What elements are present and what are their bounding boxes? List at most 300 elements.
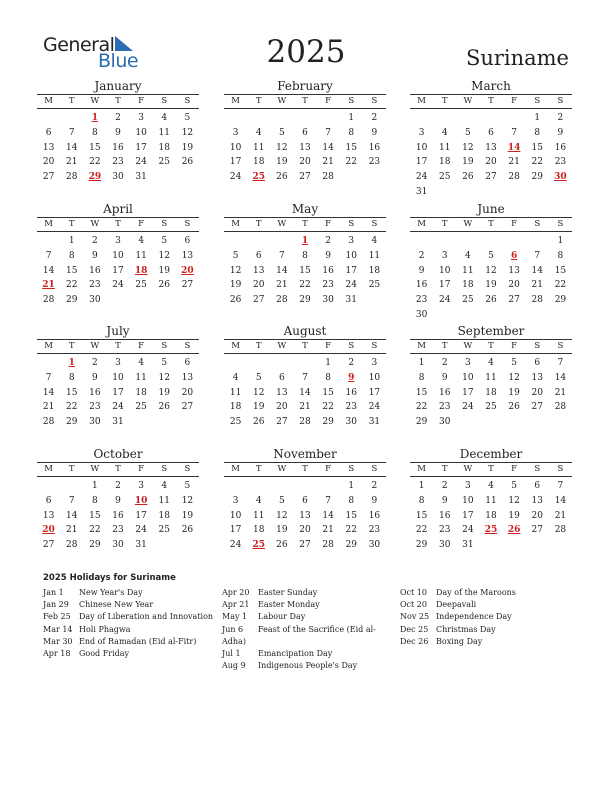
holiday-name: Feast of the Sacrifice (Eid al- bbox=[258, 624, 376, 634]
holiday-row bbox=[222, 636, 376, 648]
weekday-label: W bbox=[277, 219, 287, 229]
day-cell: 6 bbox=[278, 372, 285, 383]
weekday-label: S bbox=[557, 96, 564, 106]
day-cell: 9 bbox=[91, 250, 98, 261]
day-cell: 12 bbox=[158, 372, 170, 383]
day-cell: 12 bbox=[252, 387, 265, 398]
day-cell: 17 bbox=[135, 142, 147, 153]
weekday-label: S bbox=[184, 219, 191, 229]
day-cell: 24 bbox=[229, 172, 242, 183]
day-cell: 30 bbox=[438, 540, 451, 551]
day-empty bbox=[479, 234, 502, 249]
day-cell: 20 bbox=[299, 157, 311, 168]
day-cell: 15 bbox=[531, 142, 543, 153]
day-cell: 2 bbox=[418, 250, 425, 261]
month-grid bbox=[37, 462, 199, 553]
day-cell: 11 bbox=[135, 250, 147, 261]
weekday-label: T bbox=[441, 219, 448, 229]
holiday-day-cell: 20 bbox=[42, 525, 55, 536]
day-cell: 29 bbox=[299, 295, 311, 306]
day-empty bbox=[37, 479, 60, 494]
day-cell: 9 bbox=[115, 127, 121, 138]
month-grid bbox=[224, 339, 386, 430]
holiday-day-cell: 9 bbox=[348, 372, 355, 383]
day-cell: 17 bbox=[462, 510, 474, 521]
weekday-label: S bbox=[348, 341, 355, 351]
holiday-row bbox=[43, 587, 213, 599]
day-cell: 30 bbox=[112, 540, 124, 551]
weekday-label: F bbox=[511, 96, 518, 106]
month-0 bbox=[37, 79, 199, 185]
day-cell: 24 bbox=[462, 525, 474, 536]
month-8 bbox=[410, 324, 572, 430]
weekday-label: T bbox=[488, 464, 494, 474]
month-name: May bbox=[291, 202, 319, 216]
day-cell: 2 bbox=[557, 113, 564, 123]
day-empty bbox=[479, 111, 502, 126]
day-cell: 26 bbox=[276, 540, 288, 551]
month-7 bbox=[224, 324, 386, 430]
day-cell: 21 bbox=[508, 157, 520, 168]
day-cell: 27 bbox=[42, 540, 55, 551]
holiday-name: Labour Day bbox=[258, 612, 306, 622]
day-cell: 25 bbox=[462, 295, 474, 306]
month-name: June bbox=[477, 202, 505, 216]
day-cell: 23 bbox=[345, 402, 357, 413]
month-grid bbox=[410, 462, 572, 553]
day-cell: 25 bbox=[485, 402, 497, 413]
day-cell: 26 bbox=[508, 402, 520, 413]
day-cell: 1 bbox=[91, 481, 98, 491]
day-cell: 31 bbox=[135, 172, 147, 183]
day-cell: 21 bbox=[554, 510, 567, 521]
day-cell: 2 bbox=[115, 113, 121, 123]
holiday-date: Jan 1 bbox=[43, 588, 64, 597]
day-cell: 12 bbox=[508, 372, 520, 383]
month-grid bbox=[224, 462, 386, 553]
day-cell: 9 bbox=[91, 372, 98, 383]
day-cell: 9 bbox=[441, 372, 448, 383]
day-cell: 5 bbox=[278, 127, 285, 138]
day-cell: 16 bbox=[415, 280, 428, 291]
day-cell: 7 bbox=[325, 127, 331, 138]
weekday-label: S bbox=[557, 219, 564, 229]
weekday-label: W bbox=[90, 219, 100, 229]
day-grid bbox=[224, 354, 386, 430]
weekday-label: M bbox=[44, 219, 53, 229]
holiday-day-cell: 6 bbox=[511, 250, 518, 261]
day-cell: 1 bbox=[325, 358, 331, 368]
day-cell: 17 bbox=[229, 525, 242, 536]
day-cell: 17 bbox=[438, 280, 451, 291]
day-cell: 11 bbox=[438, 142, 451, 153]
day-cell: 6 bbox=[302, 127, 308, 138]
day-cell: 3 bbox=[232, 495, 239, 506]
weekday-label: S bbox=[534, 219, 541, 229]
day-cell: 8 bbox=[68, 372, 75, 383]
day-cell: 18 bbox=[158, 142, 170, 153]
day-cell: 18 bbox=[485, 510, 497, 521]
weekday-header bbox=[224, 463, 386, 477]
page-title-country: Suriname bbox=[465, 46, 569, 70]
day-cell: 18 bbox=[252, 157, 265, 168]
day-cell: 12 bbox=[181, 495, 194, 506]
holiday-day-cell: 25 bbox=[252, 540, 265, 551]
day-cell: 27 bbox=[531, 402, 543, 413]
weekday-label: M bbox=[44, 96, 53, 106]
logo-text-general: General bbox=[43, 34, 115, 56]
day-cell: 18 bbox=[158, 510, 170, 521]
weekday-label: M bbox=[231, 341, 240, 351]
weekday-label: S bbox=[348, 219, 355, 229]
day-cell: 20 bbox=[531, 387, 543, 398]
weekday-label: W bbox=[463, 464, 473, 474]
day-cell: 14 bbox=[42, 387, 55, 398]
day-cell: 24 bbox=[229, 540, 242, 551]
day-cell: 24 bbox=[135, 157, 147, 168]
day-cell: 26 bbox=[181, 525, 194, 536]
month-2 bbox=[410, 79, 572, 200]
day-cell: 3 bbox=[348, 236, 355, 246]
day-cell: 10 bbox=[112, 372, 124, 383]
day-cell: 8 bbox=[557, 250, 564, 261]
weekday-header bbox=[37, 218, 199, 232]
month-10 bbox=[224, 447, 386, 553]
day-cell: 7 bbox=[557, 358, 564, 368]
day-cell: 7 bbox=[45, 250, 52, 261]
holiday-name: Emancipation Day bbox=[258, 649, 333, 659]
weekday-label: M bbox=[417, 341, 426, 351]
day-cell: 21 bbox=[531, 280, 543, 291]
day-empty bbox=[410, 111, 433, 126]
day-grid bbox=[410, 354, 572, 430]
day-cell: 5 bbox=[464, 127, 471, 138]
weekday-header bbox=[37, 463, 199, 477]
weekday-label: F bbox=[511, 464, 518, 474]
weekday-label: S bbox=[184, 341, 191, 351]
day-cell: 23 bbox=[554, 157, 567, 168]
day-cell: 22 bbox=[89, 525, 101, 536]
holiday-date: Feb 25 bbox=[43, 612, 71, 622]
day-cell: 4 bbox=[138, 358, 144, 368]
weekday-label: M bbox=[417, 464, 426, 474]
holiday-name: Easter Monday bbox=[258, 600, 320, 610]
day-cell: 5 bbox=[184, 113, 191, 123]
day-cell: 13 bbox=[181, 250, 194, 261]
day-cell: 19 bbox=[158, 265, 170, 276]
day-cell: 10 bbox=[462, 495, 474, 506]
month-name: November bbox=[273, 447, 337, 461]
day-cell: 16 bbox=[89, 265, 101, 276]
holiday-date: May 1 bbox=[222, 612, 248, 622]
day-cell: 31 bbox=[112, 417, 124, 428]
weekday-label: S bbox=[534, 341, 541, 351]
holiday-name: Easter Sunday bbox=[258, 588, 318, 597]
weekday-label: T bbox=[115, 96, 121, 106]
day-cell: 27 bbox=[181, 280, 194, 291]
day-cell: 8 bbox=[418, 495, 425, 506]
day-cell: 19 bbox=[276, 157, 288, 168]
holiday-day-cell: 21 bbox=[42, 280, 55, 291]
day-cell: 10 bbox=[368, 372, 381, 383]
day-cell: 28 bbox=[276, 295, 288, 306]
holiday-name: Deepavali bbox=[436, 600, 477, 610]
month-name: October bbox=[93, 447, 143, 461]
day-cell: 20 bbox=[531, 510, 543, 521]
day-cell: 19 bbox=[252, 402, 265, 413]
day-cell: 18 bbox=[368, 265, 381, 276]
day-grid bbox=[224, 477, 386, 553]
day-cell: 22 bbox=[65, 402, 78, 413]
day-cell: 6 bbox=[255, 250, 262, 261]
day-cell: 4 bbox=[161, 113, 168, 123]
day-cell: 20 bbox=[299, 525, 311, 536]
day-grid bbox=[410, 232, 572, 323]
day-cell: 12 bbox=[485, 265, 497, 276]
weekday-label: T bbox=[255, 96, 262, 106]
day-cell: 5 bbox=[255, 372, 262, 383]
holiday-column bbox=[222, 587, 376, 672]
day-cell: 11 bbox=[158, 495, 170, 506]
weekday-label: T bbox=[115, 464, 121, 474]
holiday-column bbox=[43, 587, 213, 660]
day-cell: 30 bbox=[438, 417, 451, 428]
holiday-row bbox=[43, 624, 213, 636]
day-cell: 3 bbox=[138, 481, 144, 491]
day-grid bbox=[37, 354, 199, 430]
holiday-date: Aug 9 bbox=[222, 661, 246, 671]
day-cell: 12 bbox=[508, 495, 520, 506]
day-cell: 21 bbox=[322, 525, 334, 536]
day-cell: 3 bbox=[464, 358, 471, 368]
weekday-label: W bbox=[90, 464, 100, 474]
day-cell: 11 bbox=[485, 372, 497, 383]
weekday-label: T bbox=[488, 341, 494, 351]
weekday-header bbox=[410, 95, 572, 109]
day-cell: 17 bbox=[135, 510, 147, 521]
holidays-title: 2025 Holidays for Suriname bbox=[43, 573, 176, 583]
weekday-label: W bbox=[90, 96, 100, 106]
weekday-header bbox=[410, 340, 572, 354]
day-empty bbox=[270, 479, 293, 494]
holiday-name: Good Friday bbox=[79, 649, 130, 659]
day-cell: 8 bbox=[91, 127, 98, 138]
day-cell: 7 bbox=[68, 495, 75, 506]
weekday-label: S bbox=[534, 464, 541, 474]
day-cell: 19 bbox=[276, 525, 288, 536]
day-cell: 27 bbox=[508, 295, 520, 306]
day-empty bbox=[247, 234, 270, 249]
weekday-label: S bbox=[161, 341, 168, 351]
weekday-label: S bbox=[557, 341, 564, 351]
holiday-name: Boxing Day bbox=[436, 636, 483, 646]
holiday-row bbox=[43, 599, 213, 611]
month-9 bbox=[37, 447, 199, 553]
day-cell: 22 bbox=[415, 525, 428, 536]
day-empty bbox=[526, 234, 549, 249]
day-cell: 14 bbox=[276, 265, 288, 276]
weekday-label: W bbox=[463, 219, 473, 229]
day-cell: 27 bbox=[485, 172, 497, 183]
weekday-label: T bbox=[115, 219, 121, 229]
day-cell: 6 bbox=[534, 481, 541, 491]
month-1 bbox=[224, 79, 386, 185]
day-cell: 26 bbox=[158, 280, 170, 291]
day-cell: 23 bbox=[368, 157, 381, 168]
day-cell: 4 bbox=[255, 127, 262, 138]
day-cell: 11 bbox=[252, 142, 265, 153]
logo-text-blue: Blue bbox=[98, 50, 139, 72]
day-cell: 15 bbox=[89, 142, 101, 153]
day-cell: 25 bbox=[229, 417, 242, 428]
day-cell: 3 bbox=[441, 250, 448, 261]
day-cell: 14 bbox=[322, 142, 334, 153]
day-cell: 2 bbox=[325, 236, 331, 246]
day-cell: 5 bbox=[488, 250, 494, 261]
day-cell: 5 bbox=[511, 358, 517, 368]
month-6 bbox=[37, 324, 199, 430]
day-cell: 13 bbox=[531, 495, 543, 506]
day-empty bbox=[456, 234, 479, 249]
weekday-label: F bbox=[138, 96, 145, 106]
day-cell: 29 bbox=[531, 172, 543, 183]
weekday-label: T bbox=[255, 219, 262, 229]
day-cell: 3 bbox=[115, 358, 121, 368]
holiday-row bbox=[222, 660, 376, 672]
holiday-day-cell: 1 bbox=[301, 236, 309, 246]
day-cell: 31 bbox=[135, 540, 147, 551]
day-cell: 23 bbox=[368, 525, 381, 536]
day-cell: 15 bbox=[345, 142, 357, 153]
weekday-label: S bbox=[371, 341, 378, 351]
day-empty bbox=[247, 111, 270, 126]
holiday-date: Jun 6 bbox=[222, 624, 244, 634]
day-cell: 28 bbox=[65, 540, 78, 551]
weekday-label: W bbox=[463, 96, 473, 106]
day-cell: 16 bbox=[438, 387, 451, 398]
day-cell: 9 bbox=[557, 127, 564, 138]
day-cell: 30 bbox=[89, 295, 101, 306]
day-cell: 7 bbox=[557, 481, 564, 491]
day-empty bbox=[433, 111, 456, 126]
day-cell: 18 bbox=[252, 525, 265, 536]
day-cell: 24 bbox=[368, 402, 381, 413]
month-grid bbox=[410, 217, 572, 323]
day-cell: 28 bbox=[299, 417, 311, 428]
day-cell: 12 bbox=[181, 127, 194, 138]
holiday-name: End of Ramadan (Eid al-Fitr) bbox=[79, 636, 197, 646]
weekday-header bbox=[224, 218, 386, 232]
day-grid bbox=[410, 109, 572, 200]
day-cell: 1 bbox=[557, 236, 564, 246]
holiday-day-cell: 25 bbox=[484, 525, 498, 536]
day-cell: 22 bbox=[322, 402, 334, 413]
weekday-label: M bbox=[231, 96, 240, 106]
day-cell: 28 bbox=[554, 525, 567, 536]
day-cell: 8 bbox=[348, 127, 355, 138]
day-empty bbox=[270, 356, 293, 371]
day-cell: 13 bbox=[252, 265, 265, 276]
weekday-label: T bbox=[441, 341, 448, 351]
day-grid bbox=[37, 232, 199, 308]
day-cell: 16 bbox=[554, 142, 567, 153]
day-cell: 11 bbox=[229, 387, 242, 398]
day-cell: 25 bbox=[438, 172, 451, 183]
day-cell: 15 bbox=[89, 510, 101, 521]
day-cell: 24 bbox=[112, 280, 124, 291]
weekday-header bbox=[224, 340, 386, 354]
day-cell: 21 bbox=[65, 525, 78, 536]
weekday-label: S bbox=[348, 464, 355, 474]
day-cell: 7 bbox=[278, 250, 285, 261]
day-cell: 9 bbox=[325, 250, 331, 261]
day-cell: 8 bbox=[325, 372, 331, 383]
holiday-date: Apr 20 bbox=[222, 588, 250, 597]
day-cell: 6 bbox=[302, 495, 308, 506]
day-cell: 8 bbox=[348, 495, 355, 506]
day-grid bbox=[410, 477, 572, 553]
day-empty bbox=[317, 479, 340, 494]
day-cell: 24 bbox=[462, 402, 474, 413]
day-cell: 11 bbox=[462, 265, 474, 276]
day-cell: 4 bbox=[488, 481, 494, 491]
day-cell: 4 bbox=[488, 358, 494, 368]
weekday-header bbox=[37, 340, 199, 354]
day-cell: 20 bbox=[276, 402, 288, 413]
day-cell: 10 bbox=[229, 142, 242, 153]
day-cell: 30 bbox=[415, 309, 428, 320]
day-cell: 14 bbox=[554, 495, 567, 506]
day-empty bbox=[270, 111, 293, 126]
day-cell: 14 bbox=[65, 142, 78, 153]
day-cell: 18 bbox=[135, 387, 147, 398]
holiday-date: Adha) bbox=[222, 636, 246, 646]
day-empty bbox=[456, 111, 479, 126]
holiday-day-cell: 26 bbox=[507, 525, 521, 536]
day-cell: 16 bbox=[322, 265, 334, 276]
day-cell: 6 bbox=[184, 358, 191, 368]
holiday-name: Chinese New Year bbox=[79, 600, 154, 610]
day-cell: 16 bbox=[89, 387, 101, 398]
day-cell: 22 bbox=[554, 280, 567, 291]
day-empty bbox=[247, 479, 270, 494]
day-cell: 28 bbox=[42, 295, 55, 306]
day-cell: 27 bbox=[181, 402, 194, 413]
day-cell: 15 bbox=[299, 265, 311, 276]
weekday-header bbox=[224, 95, 386, 109]
day-cell: 9 bbox=[115, 495, 121, 506]
day-cell: 2 bbox=[91, 236, 98, 246]
day-cell: 11 bbox=[368, 250, 381, 261]
weekday-label: S bbox=[371, 96, 378, 106]
day-cell: 2 bbox=[348, 358, 355, 368]
day-cell: 15 bbox=[322, 387, 334, 398]
holiday-date: Mar 14 bbox=[43, 624, 73, 634]
day-cell: 30 bbox=[322, 295, 334, 306]
day-cell: 7 bbox=[68, 127, 75, 138]
weekday-label: F bbox=[325, 96, 332, 106]
day-cell: 12 bbox=[276, 510, 288, 521]
weekday-header bbox=[37, 95, 199, 109]
day-cell: 17 bbox=[229, 157, 242, 168]
day-cell: 2 bbox=[91, 358, 98, 368]
day-grid bbox=[224, 232, 386, 308]
day-empty bbox=[224, 111, 247, 126]
weekday-label: F bbox=[325, 219, 332, 229]
holiday-day-cell: 10 bbox=[134, 495, 148, 506]
day-cell: 27 bbox=[299, 172, 311, 183]
day-cell: 24 bbox=[415, 172, 428, 183]
